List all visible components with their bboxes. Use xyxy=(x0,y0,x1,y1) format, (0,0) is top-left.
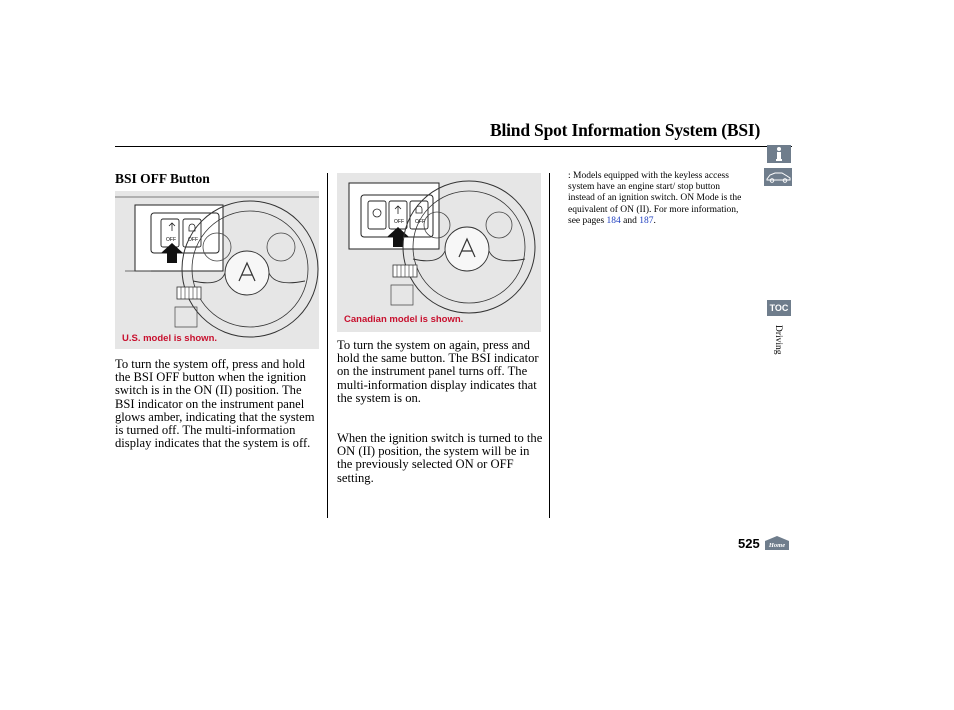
home-label: Home xyxy=(768,542,786,549)
home-button[interactable] xyxy=(764,535,790,551)
section-tab-label: Driving xyxy=(773,325,783,355)
page-title: Blind Spot Information System (BSI) xyxy=(490,120,761,140)
steering-wheel-illustration-us xyxy=(115,191,319,349)
footnote-text: : Models equipped with the keyless access system have an engine start/ stop button instead of an ignition switch. ON Mode is the equivalent of ON (II). For more information, see pages xyxy=(568,171,742,226)
info-button[interactable] xyxy=(767,145,791,163)
vehicle-index-button[interactable] xyxy=(764,168,792,186)
toc-button[interactable]: TOC xyxy=(767,300,791,316)
column-divider xyxy=(327,173,328,518)
footnote-end: . xyxy=(653,215,656,226)
off-label: OFF xyxy=(166,237,176,243)
figure-caption: U.S. model is shown. xyxy=(122,333,218,344)
steering-wheel-drawing xyxy=(337,173,541,332)
page-link-187[interactable]: 187 xyxy=(639,215,654,226)
home-icon xyxy=(764,535,790,551)
footnote xyxy=(568,171,744,227)
page-number: 525 xyxy=(738,536,760,551)
off-label: OFF xyxy=(394,219,404,225)
off-label: OFF xyxy=(188,237,198,243)
figure-caption: Canadian model is shown. xyxy=(344,314,464,325)
page-link-184[interactable]: 184 xyxy=(606,215,621,226)
header-rule xyxy=(115,146,792,147)
body-paragraph: To turn the system on again, press and hold the same button. The BSI indicator on the instrument panel turns off. The multi-information display indicates that the system is on. xyxy=(337,338,539,405)
footnote-and: and xyxy=(623,215,637,226)
steering-wheel-illustration-canada xyxy=(337,173,541,332)
steering-wheel-drawing xyxy=(115,191,319,349)
off-label: OFF xyxy=(415,219,425,225)
info-icon xyxy=(767,145,791,163)
section-heading: BSI OFF Button xyxy=(115,171,210,186)
body-paragraph: To turn the system off, press and hold the BSI OFF button when the ignition switch is in the ON (II) position. The BSI indicator on the instrument panel glows amber, indicating that the system is turned off. The multi-information display indicates that the system is off. xyxy=(115,357,315,451)
column-divider xyxy=(549,173,550,518)
body-paragraph: When the ignition switch is turned to the ON (II) position, the system will be in the previously selected ON or OFF setting. xyxy=(337,431,543,485)
car-icon xyxy=(764,168,792,186)
